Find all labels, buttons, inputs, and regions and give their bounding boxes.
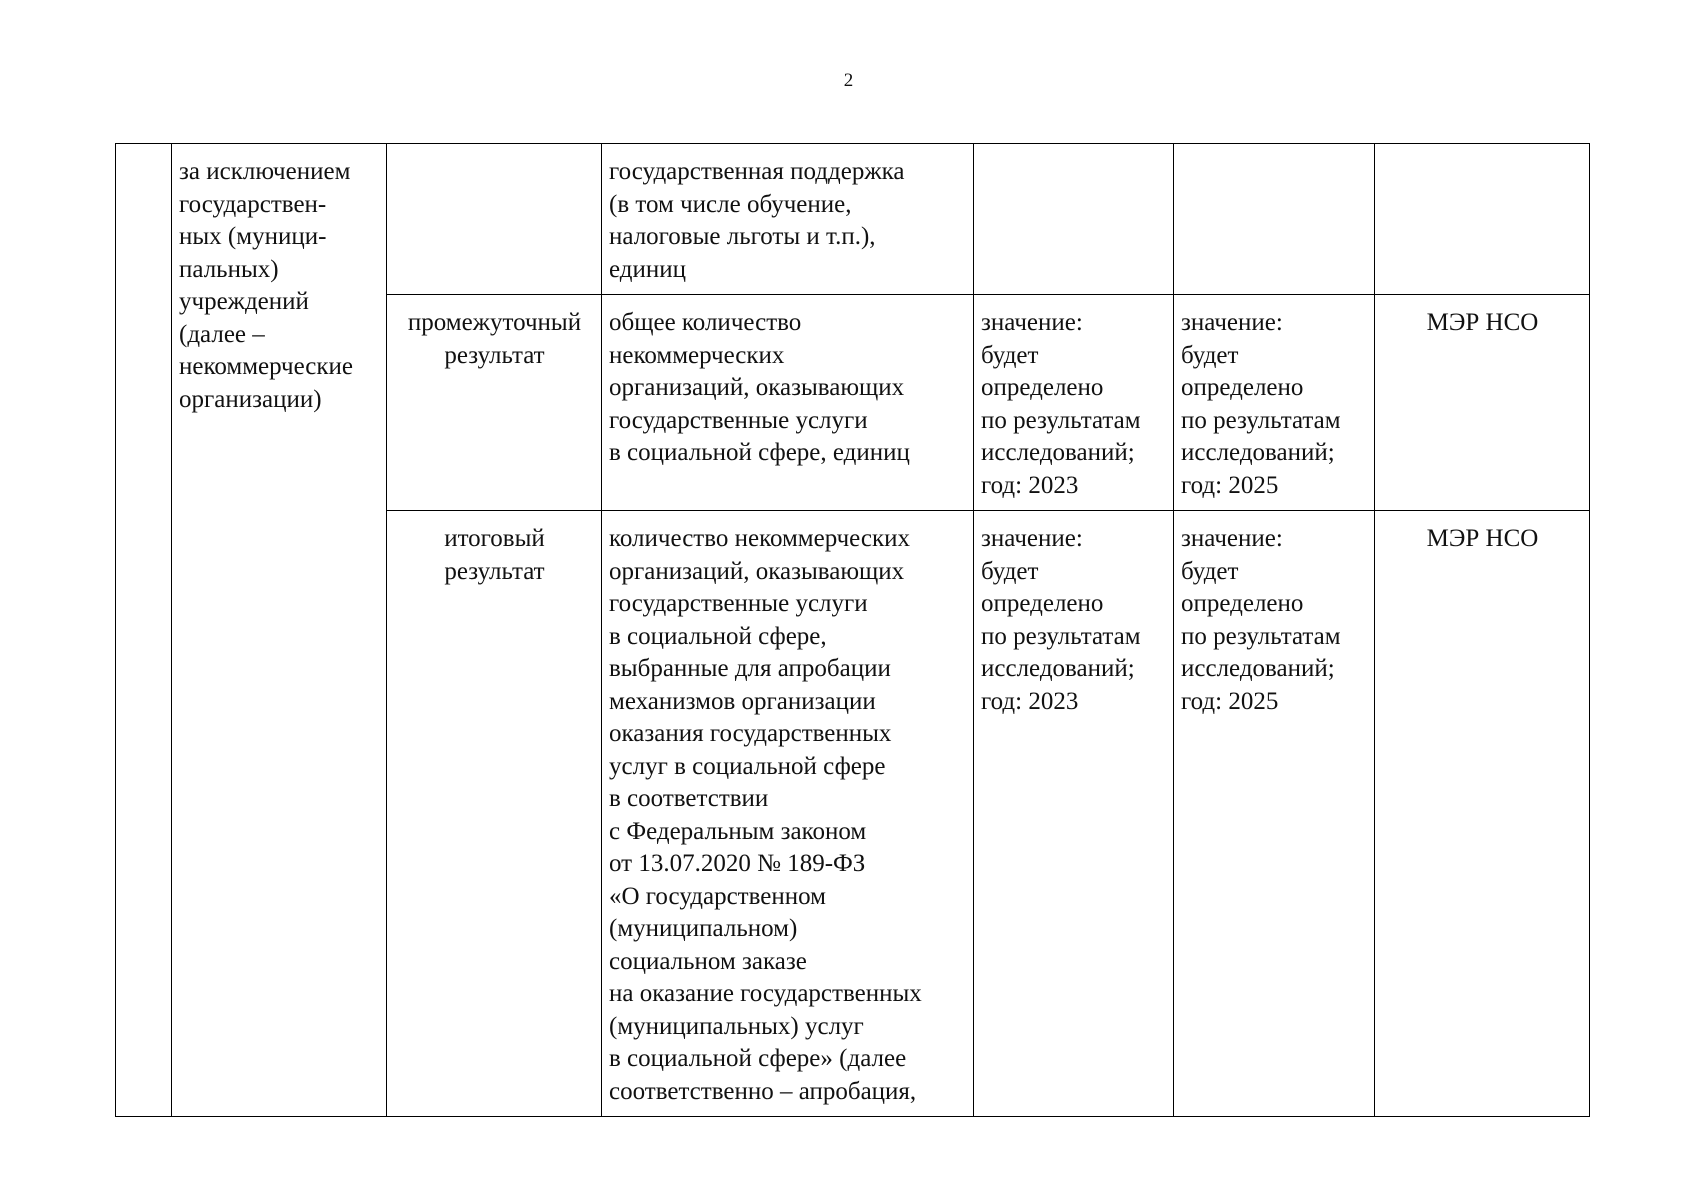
indicators-table — [115, 143, 1590, 1117]
result-type-cell: итоговый результат — [387, 511, 602, 1117]
responsible-cell — [1375, 144, 1590, 295]
indicator-cell: государственная поддержка (в том числе обучение, налоговые льготы и т.п.), единиц — [602, 144, 974, 295]
indicator-cell: общее количество некоммерческих организаций, оказывающих государственные услуги в социальной сфере, единиц — [602, 295, 974, 511]
table-row — [116, 144, 1590, 295]
organization-cell: за исключением государствен- ных (муници- пальных) учреждений (далее – некоммерческие организации) — [172, 144, 387, 1117]
page-number: 2 — [843, 70, 854, 91]
responsible-cell: МЭР НСО — [1375, 511, 1590, 1117]
number-cell — [116, 144, 172, 1117]
base-value-cell — [974, 144, 1174, 295]
target-value-cell — [1174, 144, 1375, 295]
target-value-cell: значение: будет определено по результатам исследований; год: 2025 — [1174, 511, 1375, 1117]
result-type-cell: промежуточный результат — [387, 295, 602, 511]
base-value-cell: значение: будет определено по результатам исследований; год: 2023 — [974, 511, 1174, 1117]
base-value-cell: значение: будет определено по результатам исследований; год: 2023 — [974, 295, 1174, 511]
result-type-cell — [387, 144, 602, 295]
indicator-cell: количество некоммерческих организаций, оказывающих государственные услуги в социальной сфере, выбранные для апробации механизмов организации оказания государственных услуг в социальной сфере в соответствии с Федеральным законом от 13.07.2020 № 189-ФЗ «О государственном (муниципальном) социальном заказе на оказание государственных (муниципальных) услуг в социальной сфере» (далее соответственно – апробация, — [602, 511, 974, 1117]
target-value-cell: значение: будет определено по результатам исследований; год: 2025 — [1174, 295, 1375, 511]
responsible-cell: МЭР НСО — [1375, 295, 1590, 511]
